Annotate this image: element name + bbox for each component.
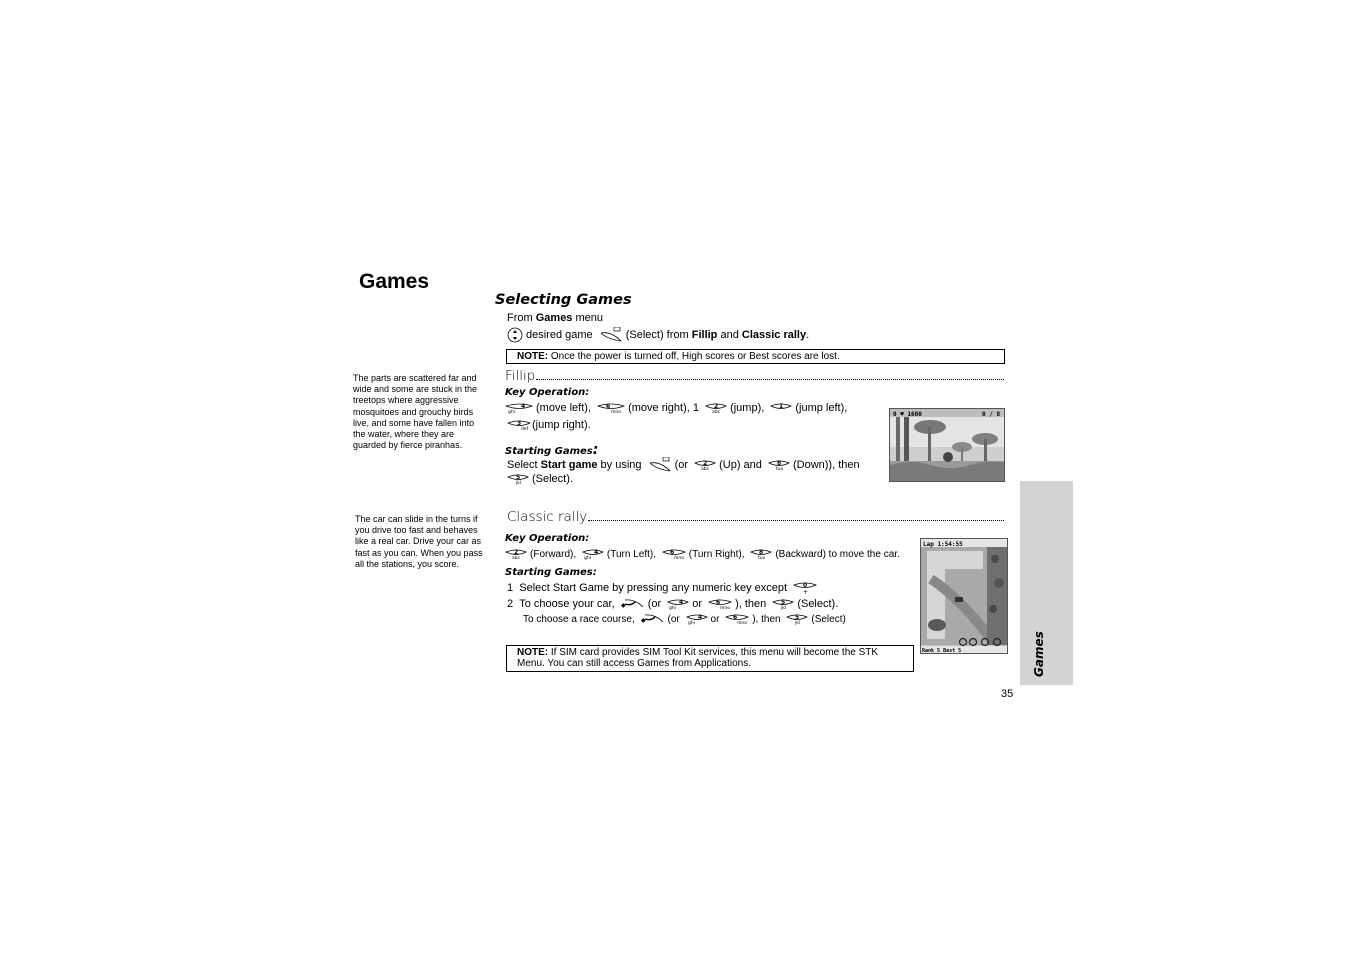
svg-text:6: 6	[669, 549, 674, 557]
key-3-icon	[507, 419, 531, 431]
fillip-starting-line-1: Select Start game by using (or 2 abc (Up) and 8 tuv (Down)), then	[507, 458, 860, 471]
svg-text:5: 5	[781, 599, 786, 607]
fillip-side-note: The parts are scattered far and wide and some are stuck in the treetops where aggressive mosquitoes and grouchy birds live, and some have fallen into the water, where they are guarded by fierce piranhas.	[353, 373, 478, 451]
rally-step-2: 2 To choose your car, ◆ (or 4 ghi or 6 mno ), then 5 jkl (Select).	[507, 598, 839, 611]
rally-hud-top: Lap 1:54:55	[923, 541, 963, 548]
key-2-icon	[694, 459, 716, 471]
svg-text:ghi: ghi	[508, 410, 515, 415]
svg-text:+: +	[803, 589, 809, 596]
rally-game-screenshot	[920, 538, 1008, 654]
key-6-icon	[662, 548, 686, 560]
key-5-icon	[772, 598, 794, 610]
key-0-icon	[793, 581, 817, 595]
svg-text:0: 0	[803, 582, 808, 590]
svg-text:6: 6	[606, 403, 611, 411]
svg-text:mno: mno	[673, 556, 684, 561]
svg-text:◆: ◆	[620, 602, 626, 610]
fillip-hud-parts: 0 / 8	[982, 411, 1001, 418]
svg-text:2: 2	[514, 549, 519, 557]
rally-starting-games-label: Starting Games:	[505, 567, 597, 578]
key-4-icon	[505, 402, 533, 414]
key-4-icon	[667, 598, 689, 610]
rally-side-note: The car can slide in the turns if you drive too fast and behaves like a real car. Drive your car as fast as you can. When you pass all the stations, you score.	[355, 514, 483, 569]
fillip-key-ops-line-2: 3 def (jump right).	[507, 418, 591, 432]
svg-text:tuv: tuv	[775, 467, 784, 471]
key-5-icon	[786, 613, 808, 625]
note-power-off: NOTE: Once the power is turned off, High scores or Best scores are lost.	[506, 349, 1005, 364]
section-title: Selecting Games	[495, 292, 632, 308]
fillip-heading: Fillip	[505, 368, 1004, 384]
svg-text:ghi: ghi	[669, 606, 677, 611]
svg-text:abc: abc	[701, 467, 710, 471]
select-softkey-icon	[599, 327, 623, 343]
svg-text:3: 3	[517, 420, 522, 428]
svg-text:8: 8	[759, 549, 764, 557]
key-5-icon	[507, 473, 529, 485]
svg-text:mno: mno	[720, 606, 731, 611]
svg-text:6: 6	[733, 614, 738, 622]
svg-text:4: 4	[679, 599, 684, 607]
svg-text:6: 6	[716, 599, 721, 607]
key-4-icon	[686, 613, 708, 625]
fillip-game-screenshot	[889, 408, 1005, 482]
svg-text:5: 5	[795, 614, 800, 622]
key-2-icon	[705, 402, 727, 414]
svg-text:jkl: jkl	[516, 481, 522, 486]
page-number: 35	[1001, 688, 1014, 700]
send-key-icon	[641, 613, 665, 625]
key-8-icon	[750, 548, 772, 560]
rally-step-1: 1 Select Start Game by pressing any numeric key except 0 +	[507, 581, 820, 595]
page-title: Games	[359, 270, 430, 293]
side-tab-label: Games	[1032, 631, 1046, 677]
svg-text:mno: mno	[611, 410, 622, 415]
svg-text:tuv: tuv	[758, 556, 766, 561]
chapter-side-tab	[1020, 481, 1073, 685]
select-softkey-icon	[648, 457, 672, 473]
fillip-hud-score: 0 ♥ 1600	[893, 411, 922, 418]
key-6-icon	[597, 402, 625, 414]
svg-text:2: 2	[703, 460, 708, 467]
svg-text:abc: abc	[512, 556, 521, 561]
intro-line-1: From Games menu	[507, 312, 604, 324]
fillip-key-operation-label: Key Operation:	[505, 387, 590, 398]
intro-line-2: desired game (Select) from Fillip and Classic rally.	[507, 327, 809, 343]
svg-text:◆: ◆	[640, 617, 646, 625]
key-6-icon	[708, 598, 732, 610]
key-1-icon	[770, 402, 792, 414]
fillip-starting-games-label: Starting Games:	[505, 442, 599, 458]
fillip-starting-line-2: 5 jkl (Select).	[507, 472, 573, 486]
rally-key-ops-line: 2 abc (Forward), 4 ghi (Turn Left), 6 mno (Turn Right), 8 tuv (Backward) to move the car.	[505, 548, 900, 561]
rally-heading: Classic rally	[507, 509, 1004, 525]
svg-text:5: 5	[516, 474, 521, 482]
key-4-icon	[582, 548, 604, 560]
key-6-icon	[725, 613, 749, 625]
svg-text:jkl: jkl	[781, 606, 787, 611]
rally-hud-bottom: Rank 5 Best 5	[922, 648, 962, 653]
svg-text:ghi: ghi	[583, 556, 591, 561]
key-2-icon	[505, 548, 527, 560]
svg-text:2: 2	[714, 403, 719, 411]
svg-text:ghi: ghi	[687, 621, 695, 626]
svg-text:4: 4	[521, 403, 526, 411]
svg-text:mno: mno	[737, 621, 748, 626]
svg-text:4: 4	[593, 549, 599, 557]
svg-text:1: 1	[779, 403, 784, 411]
note-stk-menu: NOTE: If SIM card provides SIM Tool Kit services, this menu will become the STK Menu. You can still access Games from Applications.	[506, 645, 914, 672]
rally-step-3: To choose a race course, ◆ (or 4 ghi or 6 mno ), then 5 jkl (Select)	[523, 614, 846, 626]
key-8-icon	[768, 459, 790, 471]
svg-text:def: def	[521, 427, 529, 432]
svg-text:abc: abc	[712, 410, 721, 415]
svg-text:jkl: jkl	[795, 621, 801, 626]
rally-key-operation-label: Key Operation:	[505, 533, 590, 544]
send-key-icon	[621, 598, 645, 610]
fillip-key-ops-line-1: 4 ghi (move left), 6 mno (move right), 1 2 abc (jump), 1 (jump left),	[505, 401, 847, 415]
svg-text:8: 8	[776, 460, 782, 467]
nav-key-icon	[507, 327, 523, 343]
svg-text:4: 4	[697, 614, 702, 622]
